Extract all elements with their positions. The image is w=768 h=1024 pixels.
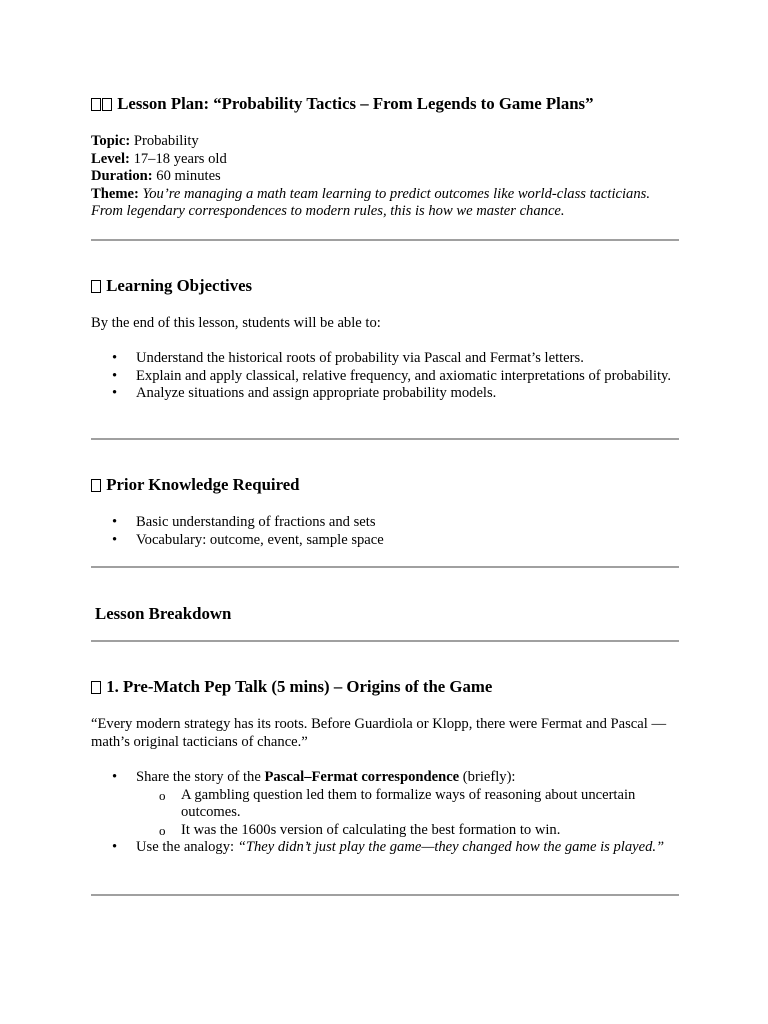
- level-value: 17–18 years old: [133, 150, 227, 167]
- list-item: • Basic understanding of fractions and sets: [91, 514, 679, 532]
- objectives-heading-text: Learning Objectives: [106, 276, 253, 295]
- list-item: • Analyze situations and assign appropriate probability models.: [91, 385, 679, 403]
- page-title: [91, 94, 679, 114]
- prior-heading: [91, 475, 679, 495]
- divider: [91, 894, 679, 896]
- duration-line: [91, 168, 679, 186]
- bullet-text: Use the analogy:: [136, 839, 238, 856]
- theme-line: [91, 186, 679, 221]
- list-item: • Understand the historical roots of probability via Pascal and Fermat’s letters.: [91, 350, 679, 368]
- bullet-text: (briefly):: [459, 769, 516, 785]
- level-line: [91, 151, 679, 169]
- topic-label: Topic:: [91, 133, 131, 149]
- sub-list-item: o It was the 1600s version of calculating the best formation to win.: [91, 822, 679, 840]
- level-label: Level:: [91, 150, 130, 167]
- section1-heading-text: 1. Pre-Match Pep Talk (5 mins) – Origins of the Game: [106, 677, 493, 696]
- missing-glyph-icon: [91, 681, 101, 694]
- section1-list: [91, 769, 679, 857]
- prior-heading-block: [91, 475, 679, 495]
- list-item: • Vocabulary: outcome, event, sample space: [91, 532, 679, 550]
- divider: [91, 239, 679, 241]
- bullet-bold-text: Pascal–Fermat correspondence: [264, 769, 460, 785]
- divider: [91, 438, 679, 440]
- prior-list: [91, 514, 679, 549]
- objectives-list-block: [91, 350, 679, 403]
- sub-list-item: o A gambling question led them to formalize ways of reasoning about uncertain outcomes.: [91, 787, 679, 822]
- breakdown-heading: Lesson Breakdown: [95, 604, 232, 623]
- list-item: • Explain and apply classical, relative frequency, and axiomatic interpretations of probability.: [91, 368, 679, 386]
- objectives-intro: By the end of this lesson, students will be able to:: [91, 315, 381, 331]
- theme-value: You’re managing a math team learning to predict outcomes like world-class tacticians. From legendary correspondences to modern rules, this is how we master chance.: [91, 185, 650, 220]
- divider: [91, 566, 679, 568]
- duration-label: Duration:: [91, 168, 153, 185]
- list-item: [91, 769, 679, 839]
- prior-list-block: [91, 514, 679, 549]
- bullet-text: Share the story of the: [136, 769, 265, 785]
- section1-heading-block: [91, 677, 679, 697]
- section1-list-block: [91, 769, 679, 857]
- missing-glyph-icon: [91, 98, 101, 111]
- objectives-heading-block: [91, 276, 679, 296]
- theme-label: Theme:: [91, 185, 139, 202]
- topic-line: [91, 133, 679, 151]
- section1-quote: “Every modern strategy has its roots. Before Guardiola or Klopp, there were Fermat and Pascal —math’s original tacticians of chance.”: [91, 716, 667, 750]
- objectives-heading: [91, 276, 679, 296]
- objectives-list: [91, 350, 679, 403]
- divider: [91, 640, 679, 642]
- page-title-text: Lesson Plan: “Probability Tactics – From Legends to Game Plans”: [117, 94, 594, 113]
- breakdown-heading-block: [95, 604, 683, 624]
- topic-value: Probability: [133, 133, 199, 149]
- missing-glyph-icon: [91, 280, 101, 293]
- duration-value: 60 minutes: [156, 168, 221, 185]
- missing-glyph-icon: [91, 479, 101, 492]
- title-block: [91, 94, 679, 114]
- sub-list: [136, 787, 679, 840]
- missing-glyph-icon: [102, 98, 112, 111]
- prior-heading-text: Prior Knowledge Required: [106, 475, 300, 494]
- section1-heading: [91, 677, 679, 697]
- list-item: [91, 839, 679, 857]
- lesson-meta: [91, 133, 679, 221]
- bullet-italic-text: “They didn’t just play the game—they changed how the game is played.”: [237, 839, 665, 856]
